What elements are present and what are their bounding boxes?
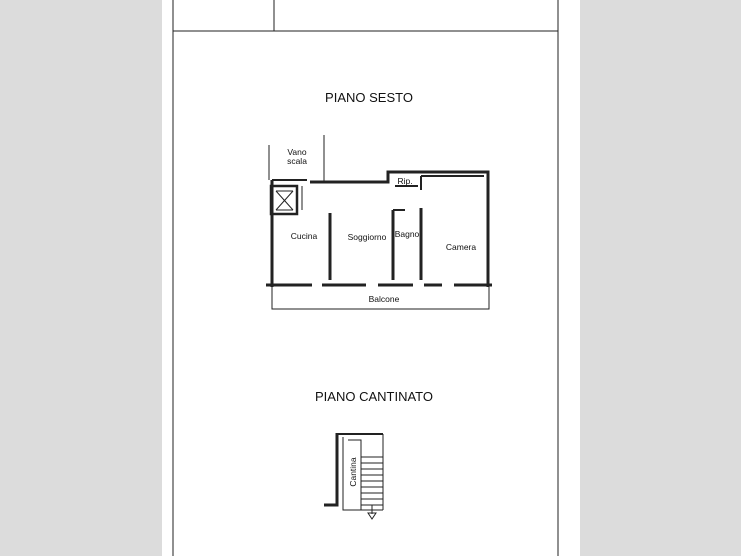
room-label-scala: scala [287,156,307,166]
room-label-camera: Camera [445,242,477,252]
room-label-cucina: Cucina [290,231,318,241]
document-page [162,0,580,556]
room-label-bagno: Bagno [394,229,420,239]
room-label-vano: Vano [287,147,307,157]
floor-title-sixth: PIANO SESTO [325,90,413,105]
room-label-soggiorno: Soggiorno [347,232,387,242]
floor-plan-drawing [162,0,580,556]
room-label-rip: Rip. [397,176,413,186]
room-label-cantina: Cantina [348,457,358,487]
floor-title-basement: PIANO CANTINATO [315,389,433,404]
room-label-balcone: Balcone [368,294,400,304]
page-frame [173,0,558,556]
